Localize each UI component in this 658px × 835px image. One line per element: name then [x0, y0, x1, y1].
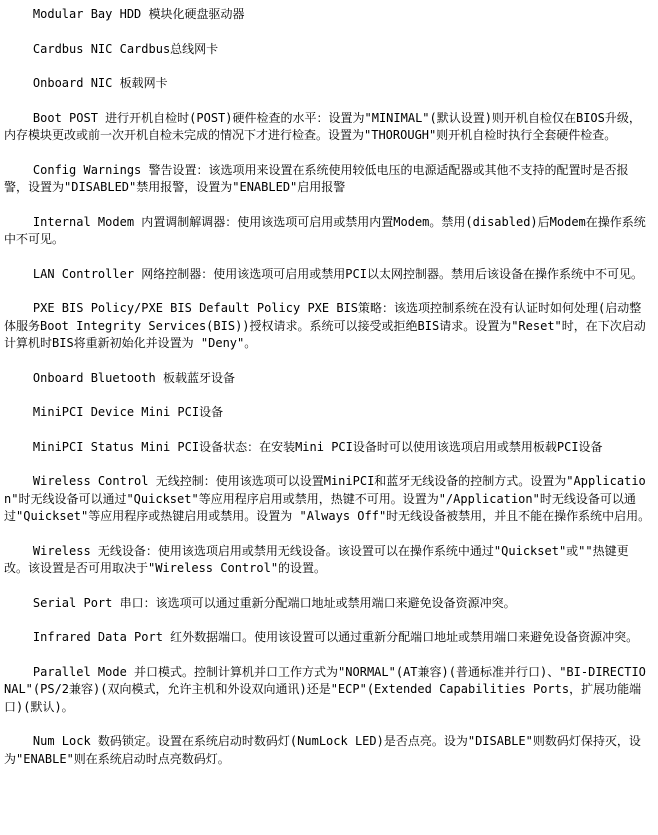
- document-body: [4, 6, 652, 785]
- paragraph-lan-controller: LAN Controller 网络控制器：使用该选项可启用或禁用PCI以太网控制器。禁用后该设备在操作系统中不可见。: [4, 266, 643, 281]
- paragraph-boot-post: Boot POST 进行开机自检时(POST)硬件检查的水平：设置为"MINIMAL"(默认设置)则开机自检仅在BIOS升级，内存模块更改或前一次开机自检未完成的情况下才进行检查。设置为"THOROUGH"则开机自检时执行全套硬件检查。: [4, 110, 641, 142]
- paragraph-cardbus-nic: Cardbus NIC Cardbus总线网卡: [4, 41, 219, 56]
- paragraph-modular-bay-hdd: Modular Bay HDD 模块化硬盘驱动器: [4, 7, 245, 21]
- paragraph-onboard-nic: Onboard NIC 板载网卡: [4, 76, 168, 90]
- paragraph-config-warnings: Config Warnings 警告设置：该选项用来设置在系统使用较低电压的电源适配器或其他不支持的配置时是否报警，设置为"DISABLED"禁用报警，设置为"ENABLED"启用报警: [4, 162, 629, 194]
- paragraph-wireless: Wireless 无线设备：使用该选项启用或禁用无线设备。该设置可以在操作系统中通过"Quickset"或""热键更改。该设置是否可用取决于"Wireless Control"的设置。: [4, 543, 629, 575]
- paragraph-serial-port: Serial Port 串口：该选项可以通过重新分配端口地址或禁用端口来避免设备资源冲突。: [4, 595, 516, 610]
- paragraph-wireless-control: Wireless Control 无线控制：使用该选项可以设置MiniPCI和蓝牙无线设备的控制方式。设置为"Application"时无线设备可以通过"Quickset"等应用程序启用或禁用，热键不可用。设置为"/Application"时无线设备可以通过"Quickset"等应用程序或热键启用或禁用。设置为 "Always Off"时无线设备被禁用，并且不能在操作系统中启用。: [4, 474, 651, 523]
- paragraph-num-lock: Num Lock 数码锁定。设置在系统启动时数码灯(NumLock LED)是否点亮。设为"DISABLE"则数码灯保持灭，设为"ENABLE"则在系统启动时点亮数码灯。: [4, 734, 641, 766]
- paragraph-internal-modem: Internal Modem 内置调制解调器：使用该选项可启用或禁用内置Modem。禁用(disabled)后Modem在操作系统中不可见。: [4, 214, 646, 246]
- paragraph-minipci-device: MiniPCI Device Mini PCI设备: [4, 405, 224, 419]
- paragraph-pxe-bis-policy: PXE BIS Policy/PXE BIS Default Policy PXE BIS策略：该选项控制系统在没有认证时如何处理(启动整体服务Boot Integrity Services(BIS))授权请求。系统可以接受或拒绝BIS请求。设置为"Reset"时，在下次启动计算机时BIS将重新初始化并设置为 "Deny"。: [4, 301, 646, 350]
- paragraph-infrared-data-port: Infrared Data Port 红外数据端口。使用该设置可以通过重新分配端口地址或禁用端口来避免设备资源冲突。: [4, 630, 639, 644]
- paragraph-parallel-mode: Parallel Mode 并口模式。控制计算机并口工作方式为"NORMAL"(AT兼容)(普通标准并行口)、"BI-DIRECTIONAL"(PS/2兼容)(双向模式，允许主机和外设双向通讯)还是"ECP"(Extended Capabilities Ports，扩展功能端口)(默认)。: [4, 664, 646, 714]
- paragraph-minipci-status: MiniPCI Status Mini PCI设备状态：在安装Mini PCI设备时可以使用该选项启用或禁用板载PCI设备: [4, 439, 603, 454]
- paragraph-onboard-bluetooth: Onboard Bluetooth 板载蓝牙设备: [4, 370, 235, 385]
